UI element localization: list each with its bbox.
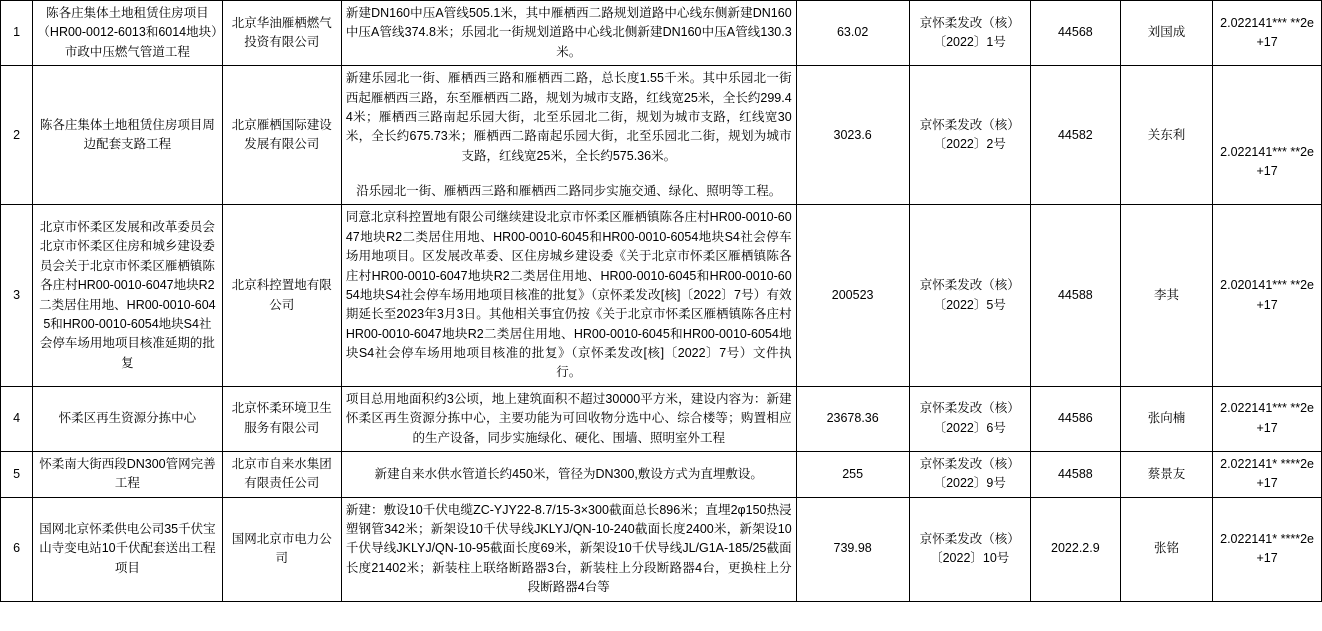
project-unit: 北京怀柔环境卫生服务有限公司 bbox=[222, 386, 341, 451]
project-code-line-1: 2.020141*** bbox=[1220, 278, 1287, 293]
project-code-line-2: ****2e+17 bbox=[1256, 456, 1314, 491]
table-row bbox=[1, 497, 1322, 601]
project-amount: 200523 bbox=[796, 205, 909, 386]
project-code bbox=[1213, 451, 1322, 497]
project-description-part: 新建乐园北一街、雁栖西三路和雁栖西二路，总长度1.55千米。其中乐园北一街西起雁栖西三路，东至雁栖西二路，规划为城市支路，红线宽25米，全长约299.44米；雁栖西三路南起乐园大街，北至乐园北二街，规划为城市支路，红线宽30米，全长约675.73米；雁栖西二路南起乐园大街，北至乐园北二街，规划为城市支路，红线宽25米，全长约575.36米。 bbox=[345, 71, 792, 163]
project-code-line-1: 2.022141*** **2e+17 bbox=[1220, 144, 1314, 179]
project-amount: 255 bbox=[796, 451, 909, 497]
row-index: 3 bbox=[1, 205, 33, 386]
project-unit: 北京市自来水集团有限责任公司 bbox=[222, 451, 341, 497]
project-description: 同意北京科控置地有限公司继续建设北京市怀柔区雁栖镇陈各庄村HR00-0010-6047地块R2二类居住用地、HR00-0010-6045和HR00-0010-6054地块S4社会停车场用地项目。区发展改革委、区住房城乡建设委《关于北京市怀柔区雁栖镇陈各庄村HR00-0010-6047地块R2二类居住用地、HR00-0010-6045和HR00-0010-6054地块S4社会停车场用地项目核准的批复》（京怀柔发改[核]〔2022〕7号）有效期延长至2023年3月3日。其他相关事宜仍按《关于北京市怀柔区雁栖镇陈各庄村HR00-0010-6047地块R2二类居住用地、HR00-0010-6045和HR00-0010-6054地块S4社会停车场用地项目核准的批复》（京怀柔发改[核]〔2022〕7号）文件执行。 bbox=[341, 205, 796, 386]
project-number: 44568 bbox=[1030, 1, 1120, 66]
project-number: 44588 bbox=[1030, 205, 1120, 386]
row-index: 1 bbox=[1, 1, 33, 66]
project-code-line-1: 2.022141* bbox=[1220, 531, 1278, 546]
project-code bbox=[1213, 1, 1322, 66]
project-number: 44582 bbox=[1030, 66, 1120, 205]
project-name: 国网北京怀柔供电公司35千伏宝山寺变电站10千伏配套送出工程项目 bbox=[33, 497, 223, 601]
project-description: 新建DN160中压A管线505.1米，其中雁栖西二路规划道路中心线东侧新建DN160中压A管线374.8米；乐园北一街规划道路中心线北侧新建DN160中压A管线130.3米。 bbox=[341, 1, 796, 66]
project-code-line-1: 2.022141* bbox=[1220, 456, 1278, 471]
project-person: 关东利 bbox=[1120, 66, 1212, 205]
table-row bbox=[1, 205, 1322, 386]
project-unit: 北京科控置地有限公司 bbox=[222, 205, 341, 386]
project-number: 44586 bbox=[1030, 386, 1120, 451]
project-unit: 国网北京市电力公司 bbox=[222, 497, 341, 601]
code-spacer bbox=[1217, 89, 1317, 143]
project-doc-no: 京怀柔发改（核）〔2022〕2号 bbox=[909, 66, 1030, 205]
table-row bbox=[1, 451, 1322, 497]
project-name: 陈各庄集体土地租赁住房项目周边配套支路工程 bbox=[33, 66, 223, 205]
project-description: 项目总用地面积约3公顷，地上建筑面积不超过30000平方米，建设内容为：新建怀柔区再生资源分拣中心，主要功能为可回收物分选中心、综合楼等；购置相应的生产设备，同步实施绿化、硬化、围墙、照明室外工程 bbox=[341, 386, 796, 451]
row-index: 4 bbox=[1, 386, 33, 451]
project-amount: 63.02 bbox=[796, 1, 909, 66]
project-code-line-2: ****2e+17 bbox=[1256, 531, 1314, 566]
project-name: 怀柔南大街西段DN300管网完善工程 bbox=[33, 451, 223, 497]
project-code-line-2: **2e+17 bbox=[1256, 278, 1314, 312]
project-name: 北京市怀柔区发展和改革委员会 北京市怀柔区住房和城乡建设委员会关于北京市怀柔区雁栖镇陈各庄村HR00-0010-6047地块R2二类居住用地、HR00-0010-6045和HR00-0010-6054地块S4社会停车场用地项目核准延期的批复 bbox=[33, 205, 223, 386]
project-code bbox=[1213, 386, 1322, 451]
project-doc-no: 京怀柔发改（核）〔2022〕6号 bbox=[909, 386, 1030, 451]
row-index: 2 bbox=[1, 66, 33, 205]
project-amount: 23678.36 bbox=[796, 386, 909, 451]
project-person: 蔡景友 bbox=[1120, 451, 1212, 497]
project-name: 怀柔区再生资源分拣中心 bbox=[33, 386, 223, 451]
project-person: 刘国成 bbox=[1120, 1, 1212, 66]
project-number: 2022.2.9 bbox=[1030, 497, 1120, 601]
row-index: 6 bbox=[1, 497, 33, 601]
project-code bbox=[1213, 66, 1322, 205]
project-code-line-1: 2.022141*** bbox=[1220, 15, 1287, 30]
project-description: 新建：敷设10千伏电缆ZC-YJY22-8.7/15-3×300截面总长896米；直埋2φ150热浸塑钢管342米；新架设10千伏导线JKLYJ/QN-10-240截面长度2400米，新架设10千伏导线JKLYJ/QN-10-95截面长度69米，新架设10千伏导线JL/G1A-185/25截面长度21402米；新装柱上联络断路器3台，新装柱上分段断路器4台，更换柱上分段断路器4台等 bbox=[341, 497, 796, 601]
project-doc-no: 京怀柔发改（核）〔2022〕10号 bbox=[909, 497, 1030, 601]
project-amount: 3023.6 bbox=[796, 66, 909, 205]
table-row bbox=[1, 1, 1322, 66]
project-description: 新建自来水供水管道长约450米，管径为DN300,敷设方式为直埋敷设。 bbox=[341, 451, 796, 497]
project-doc-no: 京怀柔发改（核）〔2022〕5号 bbox=[909, 205, 1030, 386]
project-person: 李其 bbox=[1120, 205, 1212, 386]
project-code bbox=[1213, 497, 1322, 601]
project-unit: 北京华油雁栖燃气投资有限公司 bbox=[222, 1, 341, 66]
project-code-line-1: 2.022141*** bbox=[1220, 401, 1287, 416]
project-amount: 739.98 bbox=[796, 497, 909, 601]
table-row bbox=[1, 66, 1322, 205]
project-person: 张向楠 bbox=[1120, 386, 1212, 451]
project-description-part: 沿乐园北一街、雁栖西三路和雁栖西二路同步实施交通、绿化、照明等工程。 bbox=[356, 184, 782, 198]
project-person: 张铭 bbox=[1120, 497, 1212, 601]
project-code bbox=[1213, 205, 1322, 386]
project-name: 陈各庄集体土地租赁住房项目（HR00-0012-6013和6014地块）市政中压燃气管道工程 bbox=[33, 1, 223, 66]
project-unit: 北京雁栖国际建设发展有限公司 bbox=[222, 66, 341, 205]
project-doc-no: 京怀柔发改（核）〔2022〕1号 bbox=[909, 1, 1030, 66]
project-code-line-2: **2e+17 bbox=[1256, 401, 1314, 435]
project-doc-no: 京怀柔发改（核）〔2022〕9号 bbox=[909, 451, 1030, 497]
project-description bbox=[341, 66, 796, 205]
project-number: 44588 bbox=[1030, 451, 1120, 497]
table-row bbox=[1, 386, 1322, 451]
project-code-line-2: **2e+17 bbox=[1256, 15, 1314, 50]
row-index: 5 bbox=[1, 451, 33, 497]
